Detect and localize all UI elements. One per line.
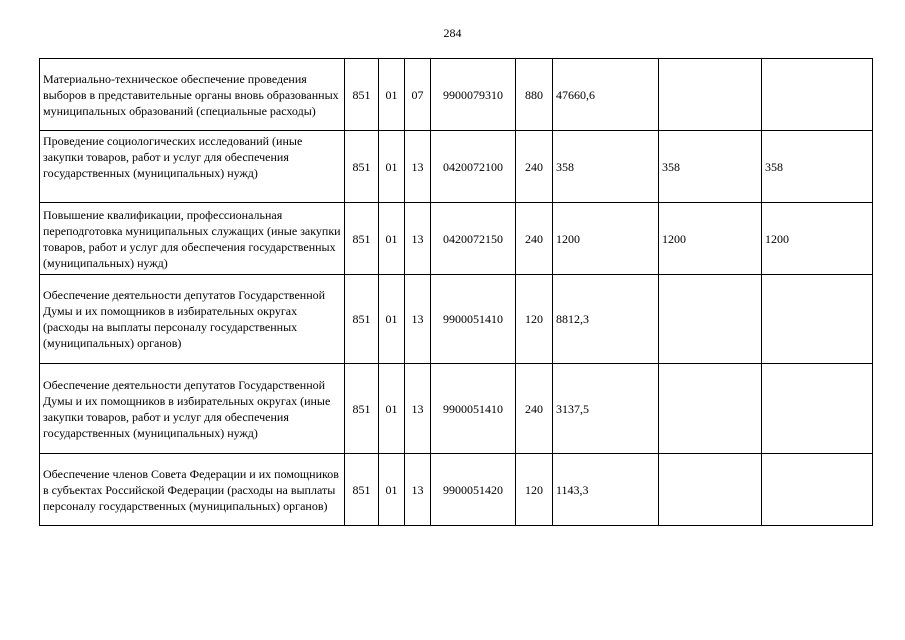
row-sum-1: 1200 [553, 203, 659, 275]
row-sum-2 [659, 59, 762, 131]
row-vr: 880 [516, 59, 553, 131]
row-pr: 07 [405, 59, 431, 131]
row-name: Обеспечение деятельности депутатов Государственной Думы и их помощников в избирательных округах (иные закупки товаров, работ и услуг для обеспечения государственных (муниципальных) нужд) [40, 364, 345, 454]
row-pr: 13 [405, 275, 431, 364]
row-sum-2 [659, 454, 762, 526]
row-ved: 851 [345, 454, 379, 526]
row-csr: 0420072150 [431, 203, 516, 275]
row-vr: 120 [516, 454, 553, 526]
row-sum-1: 8812,3 [553, 275, 659, 364]
row-vr: 240 [516, 131, 553, 203]
row-rz: 01 [379, 131, 405, 203]
row-pr: 13 [405, 454, 431, 526]
row-rz: 01 [379, 203, 405, 275]
budget-table [39, 58, 873, 526]
row-vr: 120 [516, 275, 553, 364]
row-rz: 01 [379, 59, 405, 131]
row-name [40, 131, 345, 203]
row-ved: 851 [345, 203, 379, 275]
page-number: 284 [443, 26, 462, 40]
row-csr: 9900079310 [431, 59, 516, 131]
table-row [40, 275, 873, 364]
row-sum-2: 358 [659, 131, 762, 203]
row-name: Повышение квалификации, профессиональная переподготовка муниципальных служащих (иные закупки товаров, работ и услуг для обеспечения государственных (муниципальных) нужд) [40, 203, 345, 275]
row-sum-3 [762, 59, 873, 131]
row-rz: 01 [379, 364, 405, 454]
row-vr: 240 [516, 203, 553, 275]
row-ved: 851 [345, 364, 379, 454]
row-sum-3 [762, 275, 873, 364]
row-sum-3 [762, 454, 873, 526]
row-ved: 851 [345, 131, 379, 203]
row-rz: 01 [379, 454, 405, 526]
table-row [40, 364, 873, 454]
row-pr: 13 [405, 203, 431, 275]
row-pr: 13 [405, 131, 431, 203]
row-ved: 851 [345, 59, 379, 131]
row-sum-3: 358 [762, 131, 873, 203]
row-pr: 13 [405, 364, 431, 454]
table-row [40, 203, 873, 275]
row-sum-1: 358 [553, 131, 659, 203]
table-row [40, 131, 873, 203]
row-sum-3: 1200 [762, 203, 873, 275]
row-rz: 01 [379, 275, 405, 364]
row-csr: 9900051420 [431, 454, 516, 526]
row-name: Обеспечение членов Совета Федерации и их помощников в субъектах Российской Федерации (расходы на выплаты персоналу государственных (муниципальных) органов) [40, 454, 345, 526]
row-sum-1: 47660,6 [553, 59, 659, 131]
row-sum-1: 3137,5 [553, 364, 659, 454]
row-name: Материально-техническое обеспечение проведения выборов в представительные органы вновь образованных муниципальных образований (специальные расходы) [40, 59, 345, 131]
row-name-text: Проведение социологических исследований (иные закупки товаров, работ и услуг для обеспечения государственных (муниципальных) нужд) [43, 134, 303, 180]
row-sum-3 [762, 364, 873, 454]
table-row [40, 454, 873, 526]
row-ved: 851 [345, 275, 379, 364]
row-name: Обеспечение деятельности депутатов Государственной Думы и их помощников в избирательных округах (расходы на выплаты персоналу государственных (муниципальных) органов) [40, 275, 345, 364]
table-row [40, 59, 873, 131]
row-csr: 9900051410 [431, 275, 516, 364]
row-csr: 0420072100 [431, 131, 516, 203]
row-sum-1: 1143,3 [553, 454, 659, 526]
row-sum-2: 1200 [659, 203, 762, 275]
row-sum-2 [659, 275, 762, 364]
row-csr: 9900051410 [431, 364, 516, 454]
row-sum-2 [659, 364, 762, 454]
row-vr: 240 [516, 364, 553, 454]
